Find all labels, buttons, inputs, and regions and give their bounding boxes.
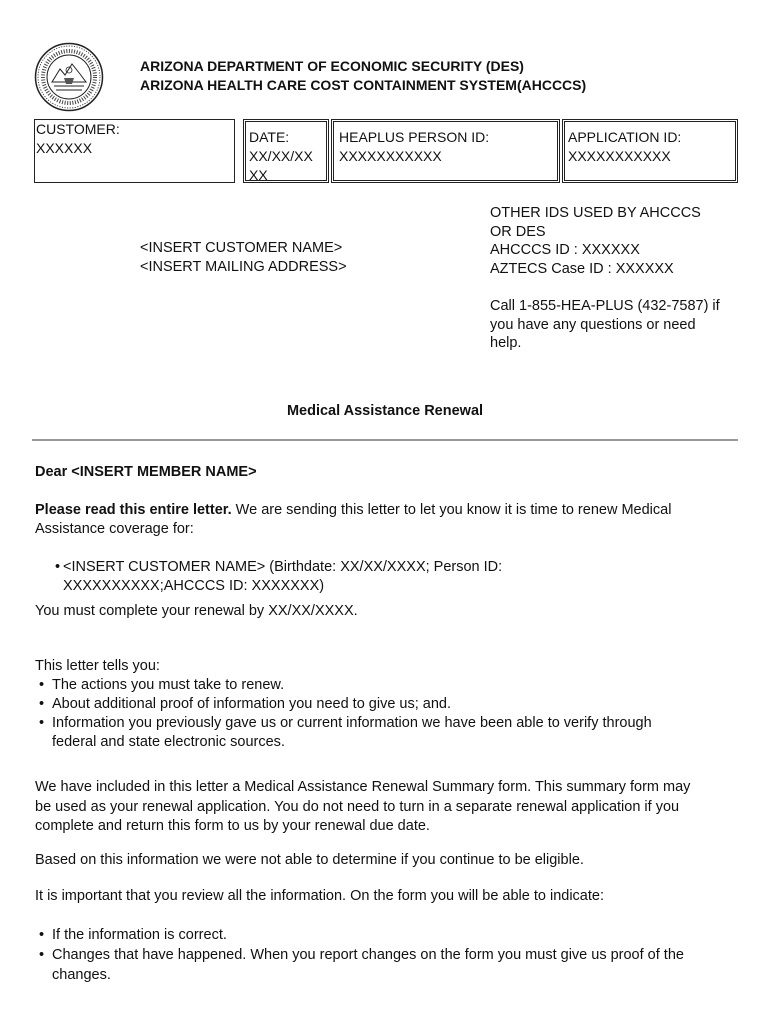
bullet-dot-icon: • [39,696,45,712]
bullet-dot-icon: • [55,559,61,575]
other-ids-heading-cont: OR DES [490,223,546,240]
customer-bullet-text-cont: XXXXXXXXXX;AHCCCS ID: XXXXXXX) [63,578,325,594]
customer-bullet-text: <INSERT CUSTOMER NAME> (Birthdate: XX/XX/XXXX; Person ID: [63,559,503,575]
eligibility-paragraph: Based on this information we were not able to determine if you continue to be eligible. [35,852,584,868]
customer-label: CUSTOMER: [36,121,120,137]
review-list [35,925,735,985]
recipient-address: <INSERT MAILING ADDRESS> [140,259,347,275]
list-item-cont: changes. [52,967,111,983]
customer-value: XXXXXX [36,140,93,156]
recipient-name: <INSERT CUSTOMER NAME> [140,240,343,256]
call-line-2: you have any questions or need [490,316,696,333]
title-divider [32,439,738,441]
other-ids-block [490,204,740,278]
intro-text: We are sending this letter to let you know it is time to renew Medical [231,502,672,518]
heaplus-value: XXXXXXXXXXX [339,148,442,164]
list-item-cont: federal and state electronic sources. [52,734,285,750]
tells-section [35,657,735,752]
customer-box [34,119,235,183]
list-item: • Information you previously gave us or current information we have been able to verify through [39,715,652,731]
summary-line-3: complete and return this form to us by your renewal due date. [35,818,430,834]
arizona-state-seal [34,42,104,112]
aztecs-case-id: AZTECS Case ID : XXXXXX [490,260,674,277]
list-item: • Changes that have happened. When you report changes on the form you must give us proof of the [39,947,684,963]
letter-header [140,57,586,95]
deadline: You must complete your renewal by XX/XX/XXXX. [35,603,358,619]
intro-paragraph [35,501,735,539]
review-paragraph: It is important that you review all the information. On the form you will be able to indicate: [35,888,604,904]
date-value-cont: XX [249,167,268,183]
intro-text-cont: Assistance coverage for: [35,521,194,537]
heaplus-box [331,119,560,183]
header-des: ARIZONA DEPARTMENT OF ECONOMIC SECURITY (DES) [140,58,524,74]
list-item: • About additional proof of information you need to give us; and. [39,696,452,712]
application-label: APPLICATION ID: [568,129,682,145]
application-value: XXXXXXXXXXX [568,148,671,164]
summary-paragraph [35,778,735,837]
intro-bold: Please read this entire letter. [35,502,232,518]
other-ids-heading: OTHER IDS USED BY AHCCCS [490,205,701,221]
summary-line-1: We have included in this letter a Medical Assistance Renewal Summary form. This summary form may [35,779,691,795]
list-item: • If the information is correct. [39,927,227,943]
call-line-1: Call 1-855-HEA-PLUS (432-7587) if [490,298,720,314]
bullet-dot-icon: • [39,947,45,963]
date-label: DATE: [249,129,290,145]
ahcccs-id: AHCCCS ID : XXXXXX [490,242,640,258]
tells-heading: This letter tells you: [35,658,160,674]
bullet-dot-icon: • [39,927,45,943]
heaplus-label: HEAPLUS PERSON ID: [339,129,490,145]
call-info [490,297,740,353]
list-item: • The actions you must take to renew. [39,677,285,693]
call-line-3: help. [490,335,522,351]
date-box [243,119,329,183]
greeting [35,463,735,482]
summary-line-2: be used as your renewal application. You do not need to turn in a separate renewal application if you [35,798,680,815]
recipient-block [140,239,347,277]
application-box [562,119,738,183]
header-ahcccs: ARIZONA HEALTH CARE COST CONTAINMENT SYSTEM(AHCCCS) [140,77,587,93]
bullet-dot-icon: • [39,715,45,731]
letter-title: Medical Assistance Renewal [286,403,484,419]
bullet-dot-icon: • [39,677,45,693]
customer-bullet [35,558,735,596]
date-value: XX/XX/XX [249,148,313,164]
greeting-text: Dear <INSERT MEMBER NAME> [35,464,257,480]
